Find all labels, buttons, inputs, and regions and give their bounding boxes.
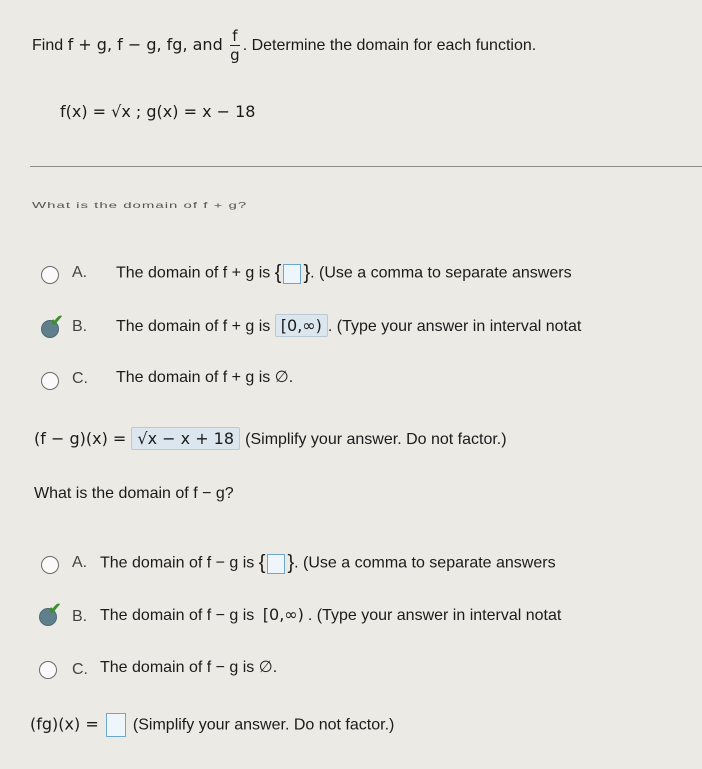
fplusg-set-input[interactable] [283, 264, 301, 284]
fplusg-option-c-letter: C. [72, 370, 88, 387]
question-text [32, 29, 536, 63]
fplusg-interval-answer[interactable]: [0,∞) [275, 314, 328, 337]
question-instruction: . Determine the domain for each function. [242, 37, 537, 55]
fminusg-question: What is the domain of f − g? [34, 485, 234, 502]
fplusg-option-c-radio[interactable] [41, 372, 59, 390]
find-word: Find [32, 37, 64, 55]
fminusg-answer-box[interactable]: √x − x + 18 [131, 427, 240, 450]
option-text: The domain of f − g is [100, 554, 255, 572]
function-definitions: f(x) = √x ; g(x) = x − 18 [60, 102, 256, 121]
fminusg-option-b[interactable] [100, 604, 561, 625]
expression-label: (fg)(x) = [30, 714, 99, 734]
check-icon: ✔ [50, 313, 64, 330]
simplify-note: (Simplify your answer. Do not factor.) [245, 431, 507, 448]
fg-expression [30, 713, 394, 737]
set-brace: { [258, 552, 266, 574]
section-divider [30, 166, 702, 167]
option-text: The domain of f + g is [116, 264, 271, 282]
fplusg-option-c[interactable] [116, 367, 293, 387]
fminusg-option-a-letter: A. [72, 554, 88, 571]
operations-list: f + g, f − g, fg, and [67, 35, 223, 55]
fminusg-expression [34, 427, 507, 450]
fminusg-option-c-radio[interactable] [39, 661, 57, 679]
fplusg-option-b-letter: B. [72, 318, 88, 335]
f-over-g-fraction [230, 29, 240, 63]
fplusg-option-b[interactable] [116, 314, 581, 337]
fminusg-option-a-radio[interactable] [41, 556, 59, 574]
faded-prompt: What is the domain of f + g? [32, 201, 248, 211]
set-brace: } [303, 262, 311, 284]
option-hint: . (Use a comma to separate answers [310, 264, 572, 282]
simplify-note: (Simplify your answer. Do not factor.) [132, 716, 395, 734]
option-text: The domain of f − g is ∅. [100, 659, 278, 676]
fminusg-interval-answer[interactable]: [0,∞) [262, 605, 304, 624]
fplusg-option-a-letter: A. [72, 264, 88, 281]
set-brace: } [287, 552, 295, 574]
check-icon: ✔ [48, 601, 62, 618]
option-hint: . (Use a comma to separate answers [294, 554, 556, 572]
fminusg-option-a[interactable] [100, 552, 556, 575]
set-brace: { [274, 262, 282, 284]
fminusg-option-c[interactable] [100, 657, 277, 677]
option-text: The domain of f + g is ∅. [116, 369, 294, 386]
option-text: The domain of f − g is [100, 607, 255, 624]
option-hint: . (Type your answer in interval notat [327, 318, 582, 335]
fraction-numerator: f [230, 29, 240, 46]
fplusg-option-a-radio[interactable] [41, 266, 59, 284]
fminusg-option-c-letter: C. [72, 661, 88, 678]
option-hint: . (Type your answer in interval notat [307, 607, 562, 624]
option-text: The domain of f + g is [116, 318, 271, 335]
fplusg-option-a[interactable] [116, 262, 572, 285]
fminusg-option-b-letter: B. [72, 608, 88, 625]
fg-answer-input[interactable] [106, 713, 126, 737]
fraction-denominator: g [230, 46, 240, 64]
fminusg-set-input[interactable] [267, 554, 285, 574]
expression-label: (f − g)(x) = [34, 429, 127, 448]
